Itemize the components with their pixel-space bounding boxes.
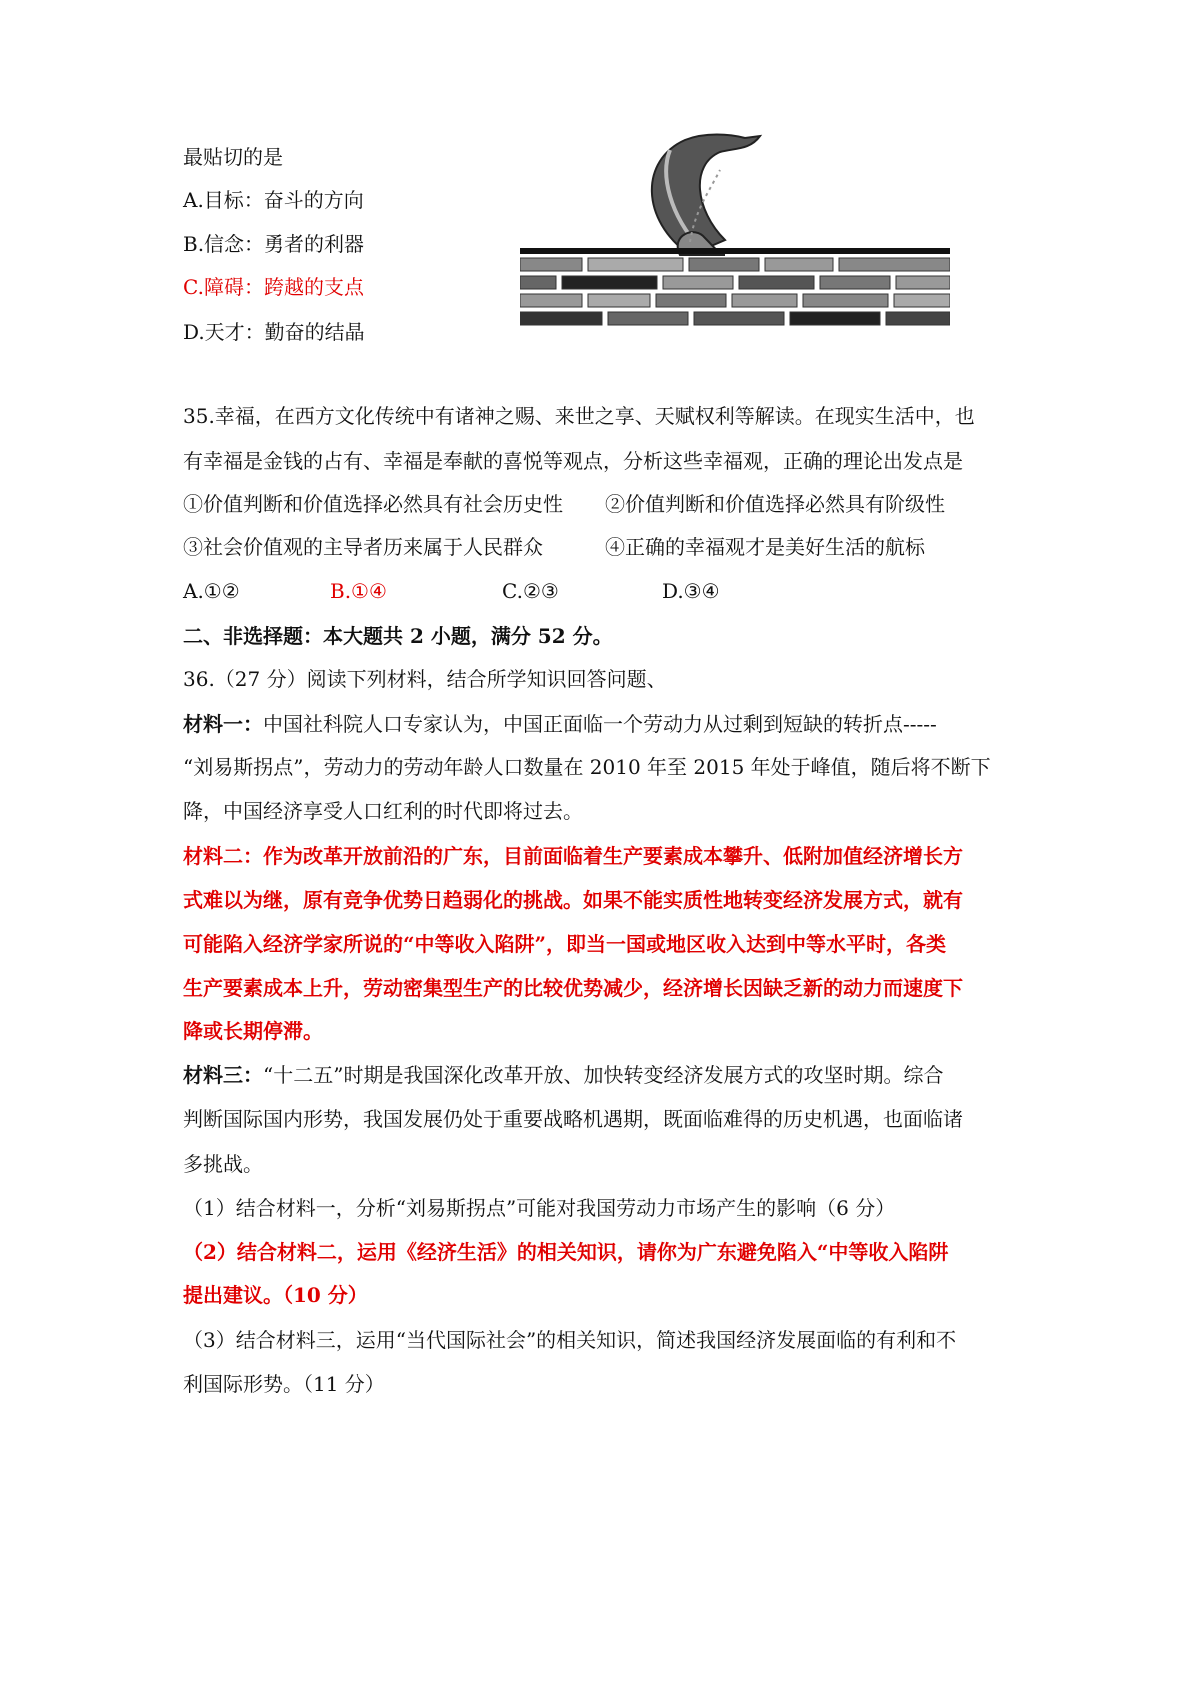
- q36-sub3-line1: （3）结合材料三，运用“当代国际社会”的相关知识，简述我国经济发展面临的有利和不: [183, 1328, 957, 1352]
- q36-sub2-line1: （2）结合材料二，运用《经济生活》的相关知识，请你为广东避免陷入“中等收入陷阱: [183, 1240, 949, 1264]
- q36-material3-line3: 多挑战。: [183, 1152, 263, 1176]
- q36-material2-line5: 降或长期停滞。: [183, 1019, 323, 1043]
- q36-material3-line1: [183, 1061, 1033, 1089]
- material3-text1: “十二五”时期是我国深化改革开放、加快转变经济发展方式的攻坚时期。综合: [263, 1063, 944, 1087]
- q36-material3-line2: 判断国际国内形势，我国发展仍处于重要战略机遇期，既面临难得的历史机遇，也面临诸: [183, 1107, 963, 1131]
- q34-stem-end: 最贴切的是: [183, 145, 283, 169]
- q34-option-b: B.信念：勇者的利器: [183, 232, 365, 256]
- q35-stem-line2: 有幸福是金钱的占有、幸福是奉献的喜悦等观点，分析这些幸福观，正确的理论出发点是: [183, 449, 963, 473]
- q35-statement-4: ④正确的幸福观才是美好生活的航标: [605, 535, 925, 559]
- q34-option-a: A.目标：奋斗的方向: [183, 188, 364, 212]
- q36-sub1: （1）结合材料一，分析“刘易斯拐点”可能对我国劳动力市场产生的影响（6 分）: [183, 1196, 896, 1220]
- q36-material2-line2: 式难以为继，原有竞争优势日趋弱化的挑战。如果不能实质性地转变经济发展方式，就有: [183, 888, 963, 912]
- q36-material2-line1: 材料二：作为改革开放前沿的广东，目前面临着生产要素成本攀升、低附加值经济增长方: [183, 844, 963, 868]
- q35-statement-2: ②价值判断和价值选择必然具有阶级性: [605, 492, 945, 516]
- q36-sub3-line2: 利国际形势。（11 分）: [183, 1372, 385, 1396]
- q35-statement-1: ①价值判断和价值选择必然具有社会历史性: [183, 492, 563, 516]
- q35-choice-b-answer: B.①④: [330, 579, 387, 603]
- q35-stem-line1: 35.幸福，在西方文化传统中有诸神之赐、来世之享、天赋权利等解读。在现实生活中，也: [183, 404, 975, 428]
- q34-option-d: D.天才：勤奋的结晶: [183, 320, 365, 344]
- material1-text1: 中国社科院人口专家认为，中国正面临一个劳动力从过剩到短缺的转折点-----: [263, 712, 937, 736]
- material3-label: 材料三：: [183, 1063, 263, 1087]
- q35-choice-c: C.②③: [502, 579, 559, 603]
- wall-cartoon-image: [520, 130, 950, 360]
- q36-sub2-line2: 提出建议。（10 分）: [183, 1283, 368, 1307]
- section2-heading: 二、非选择题：本大题共 2 小题，满分 52 分。: [183, 624, 613, 648]
- q36-material2-line4: 生产要素成本上升，劳动密集型生产的比较优势减少，经济增长因缺乏新的动力而速度下: [183, 976, 963, 1000]
- q35-choice-d: D.③④: [662, 579, 720, 603]
- q35-choice-a: A.①②: [183, 579, 240, 603]
- material1-label: 材料一：: [183, 712, 263, 736]
- q34-option-c-answer: C.障碍：跨越的支点: [183, 275, 364, 299]
- q36-material2-line3: 可能陷入经济学家所说的“中等收入陷阱”，即当一国或地区收入达到中等水平时，各类: [183, 932, 947, 956]
- q36-material1-line1: [183, 710, 1033, 738]
- q36-intro: 36.（27 分）阅读下列材料，结合所学知识回答问题、: [183, 667, 667, 691]
- q36-material1-line2: “刘易斯拐点”，劳动力的劳动年龄人口数量在 2010 年至 2015 年处于峰值，随后将不断下: [183, 755, 991, 779]
- q35-statement-3: ③社会价值观的主导者历来属于人民群众: [183, 535, 543, 559]
- q36-material1-line3: 降，中国经济享受人口红利的时代即将过去。: [183, 799, 583, 823]
